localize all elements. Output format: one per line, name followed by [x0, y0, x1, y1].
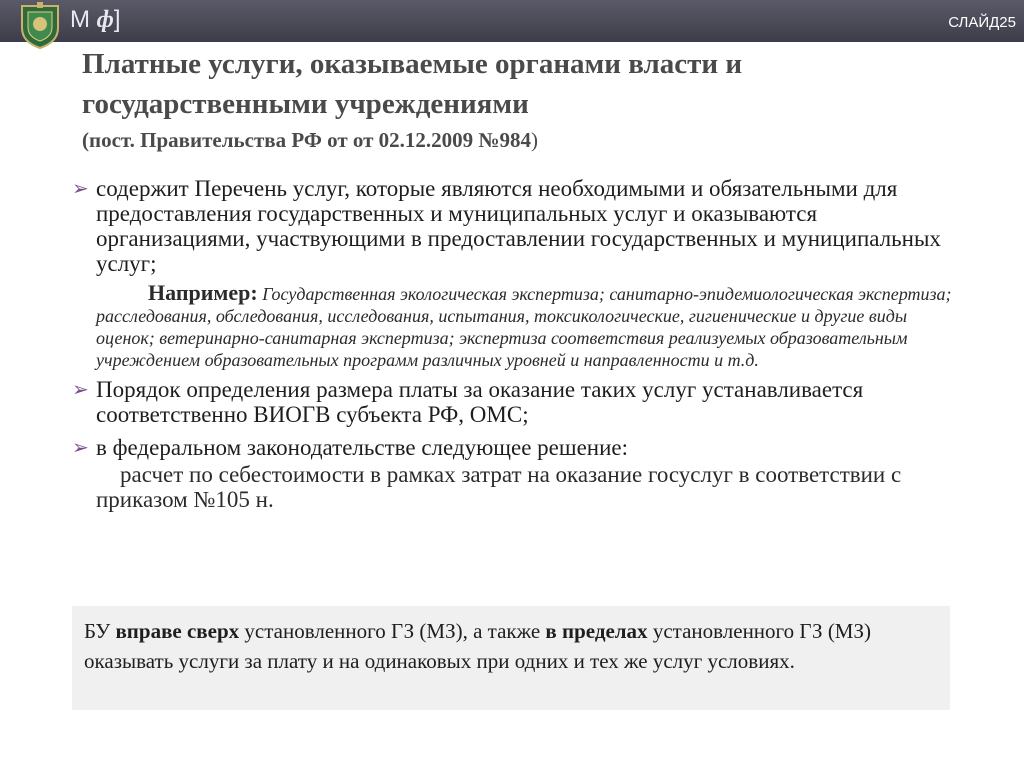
content-area	[72, 176, 952, 512]
example-paragraph: Например: Государственная экологическая экспертиза; санитарно-эпидемиологическая экспертиза; расследования, обследования, исследования, испытания, токсикологические, гигиенические и другие виды оценок; ветеринарно-санитарная экспертиза; экспертиза соответствия реализуемых образовательным учреждением образовательных программ различных уровней и направленности и т.д.	[96, 280, 952, 370]
decision-text: расчет по себестоимости в рамках затрат на оказание госуслуг в соответствии с приказом №105 н.	[96, 462, 902, 512]
title-block	[82, 44, 982, 154]
note-box: БУ вправе сверх установленного ГЗ (МЗ), а также в пределах установленного ГЗ (МЗ) оказывать услуги за плату и на одинаковых при одних и тех же услуг условиях.	[72, 606, 950, 710]
brand-logo: М ф]	[70, 6, 121, 33]
bullet-federal-law: ➢ в федеральном законодательстве следующее решение:	[72, 435, 629, 460]
arrow-bullet-icon: ➢	[72, 176, 89, 200]
page-title: Платные услуги, оказываемые органами власти и государственными учреждениями	[82, 48, 743, 120]
bullet-list-of-services: ➢ содержит Перечень услуг, которые являются необходимыми и обязательными для предоставления государственных и муниципальных услуг и оказываются организациями, участвующими в предоставлении государственных и муниципальных услуг;	[72, 176, 941, 276]
emblem-icon	[16, 0, 64, 50]
arrow-bullet-icon: ➢	[72, 435, 89, 459]
arrow-bullet-icon: ➢	[72, 377, 89, 401]
header-bar	[0, 0, 1024, 42]
page-subtitle: (пост. Правительства РФ от от 02.12.2009 №984)	[82, 128, 539, 152]
slide-number: СЛАЙД25	[948, 14, 1016, 31]
bullet-fee-procedure: ➢ Порядок определения размера платы за оказание таких услуг устанавливается соответственно ВИОГВ субъекта РФ, ОМС;	[72, 377, 864, 427]
